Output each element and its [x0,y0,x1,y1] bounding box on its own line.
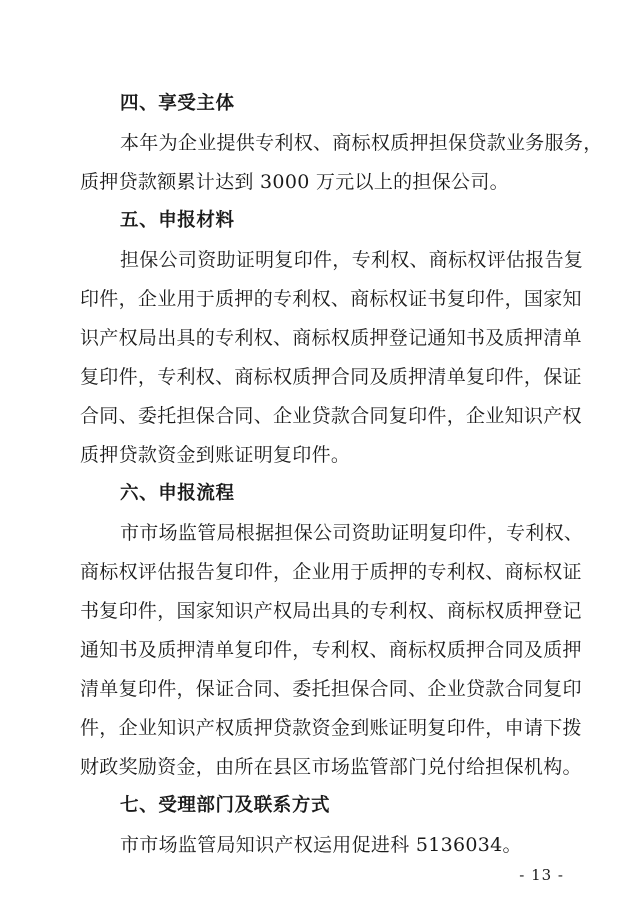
section6-line-6: 件，企业知识产权质押贷款资金到账证明复印件，申请下拨 [80,717,582,739]
section5-line-6: 质押贷款资金到账证明复印件。 [80,444,351,466]
section-heading-4: 四、享受主体 [120,93,235,114]
section6-line-2: 商标权评估报告复印件，企业用于质押的专利权、商标权证 [80,561,582,583]
section5-line-1: 担保公司资助证明复印件，专利权、商标权评估报告复 [120,249,584,271]
section6-line-3: 书复印件，国家知识产权局出具的专利权、商标权质押登记 [80,600,582,622]
section5-line-3: 识产权局出具的专利权、商标权质押登记通知书及质押清单 [80,327,582,349]
section5-line-2: 印件，企业用于质押的专利权、商标权证书复印件，国家知 [80,288,582,310]
section-heading-5: 五、申报材料 [120,210,235,231]
section-heading-6: 六、申报流程 [120,483,235,504]
section6-line-7: 财政奖励资金，由所在县区市场监管部门兑付给担保机构。 [80,756,582,778]
page-number: - 13 - [519,866,564,884]
section-heading-7: 七、受理部门及联系方式 [120,795,331,816]
section6-line-4: 通知书及质押清单复印件，专利权、商标权质押合同及质押 [80,639,582,661]
section6-line-5: 清单复印件，保证合同、委托担保合同、企业贷款合同复印 [80,678,582,700]
section4-line-2: 质押贷款额累计达到 3000 万元以上的担保公司。 [80,171,509,193]
section7-line-1: 市市场监管局知识产权运用促进科 5136034。 [120,834,522,856]
section5-line-4: 复印件，专利权、商标权质押合同及质押清单复印件，保证 [80,366,582,388]
section6-line-1: 市市场监管局根据担保公司资助证明复印件，专利权、 [120,522,584,544]
section5-line-5: 合同、委托担保合同、企业贷款合同复印件，企业知识产权 [80,405,582,427]
section4-line-1: 本年为企业提供专利权、商标权质押担保贷款业务服务， [120,132,603,154]
